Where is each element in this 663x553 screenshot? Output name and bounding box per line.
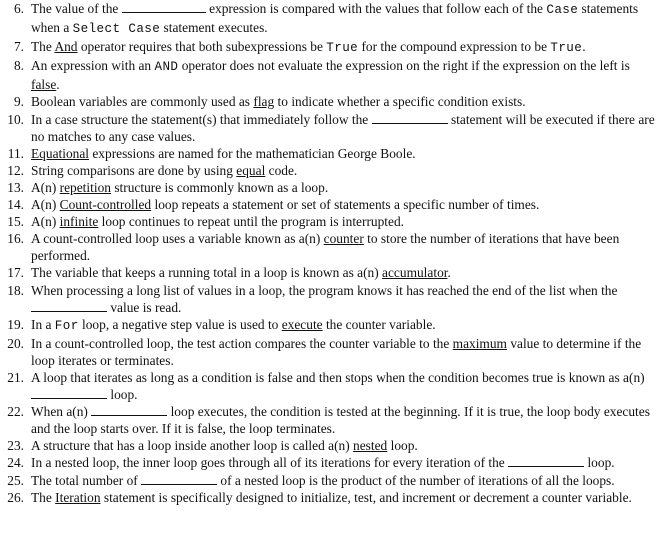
- question-text: the counter variable.: [322, 316, 436, 332]
- code-keyword: For: [54, 318, 79, 333]
- underlined-answer: repetition: [59, 179, 111, 195]
- question-item: [0, 403, 663, 437]
- question-text: When processing a long list of values in a loop, the program knows it has reached the end of the list when the: [31, 282, 618, 298]
- question-number: 14.: [7, 197, 24, 213]
- question-text: .: [56, 77, 60, 93]
- code-keyword: AND: [154, 60, 179, 75]
- question-item: [0, 0, 663, 38]
- question-number: 7.: [13, 39, 24, 55]
- code-keyword: True: [550, 41, 583, 56]
- question-text: .: [447, 265, 451, 281]
- question-item: [0, 213, 663, 230]
- question-number: 9.: [13, 94, 24, 110]
- question-text: to indicate whether a specific condition exists.: [274, 94, 526, 110]
- question-text: loop executes, the condition is tested at the beginning. If it is true, the loop body executes and the loop starts over. If it is false, the loop terminates.: [31, 404, 650, 437]
- question-text: value to determine if the loop iterates or terminates.: [31, 335, 642, 368]
- question-number: 11.: [7, 145, 24, 161]
- question-text: In a case structure the statement(s) that immediately follow the: [31, 111, 372, 127]
- underlined-answer: Count-controlled: [59, 197, 152, 213]
- code-keyword: Case: [546, 3, 579, 17]
- question-number: 13.: [7, 179, 24, 195]
- question-text: A(n): [31, 214, 60, 230]
- question-text: structure is commonly known as a loop.: [110, 179, 329, 195]
- question-item: [0, 162, 663, 179]
- answer-blank[interactable]: [508, 454, 584, 467]
- question-text: expressions are named for the mathematician George Boole.: [89, 145, 416, 161]
- answer-blank[interactable]: [372, 111, 448, 124]
- underlined-answer: infinite: [59, 214, 99, 230]
- question-text: In a nested loop, the inner loop goes through all of its iterations for every iteration of the: [31, 455, 509, 471]
- question-text: An expression with an: [31, 58, 155, 74]
- question-item: [0, 111, 663, 145]
- question-number: 12.: [7, 162, 24, 178]
- question-number: 21.: [7, 369, 24, 385]
- question-item: [0, 230, 663, 264]
- answer-blank[interactable]: [141, 472, 217, 485]
- answer-blank[interactable]: [31, 299, 107, 312]
- question-number: 19.: [7, 316, 24, 332]
- question-number: 26.: [7, 489, 24, 505]
- question-item: [0, 437, 663, 454]
- code-keyword: True: [326, 41, 359, 56]
- question-text: statement will be executed if there are no matches to any case values.: [31, 111, 655, 144]
- underlined-answer: nested: [353, 438, 388, 454]
- question-text: expression is compared with the values that follow each of the: [205, 1, 547, 16]
- question-text: code.: [265, 162, 298, 178]
- answer-blank[interactable]: [31, 386, 107, 399]
- answer-blank[interactable]: [91, 403, 167, 416]
- question-item: [0, 472, 663, 489]
- underlined-answer: accumulator: [382, 265, 448, 281]
- question-text: value is read.: [107, 299, 182, 315]
- question-text: A count-controlled loop uses a variable known as a(n): [31, 231, 324, 247]
- question-item: [0, 489, 663, 506]
- question-number: 23.: [7, 438, 24, 454]
- question-item: [0, 282, 663, 316]
- underlined-answer: counter: [323, 231, 364, 247]
- question-number: 8.: [13, 58, 24, 74]
- question-text: When a(n): [31, 404, 92, 420]
- question-text: loop.: [387, 438, 418, 454]
- question-text: loop.: [107, 387, 138, 403]
- underlined-answer: flag: [253, 94, 275, 110]
- underlined-answer: execute: [281, 316, 323, 332]
- question-text: to store the number of iterations that have been performed.: [31, 231, 620, 264]
- question-number: 20.: [7, 335, 24, 351]
- question-text: of a nested loop is the product of the number of iterations of all the loops.: [217, 472, 615, 488]
- underlined-answer: maximum: [452, 335, 507, 351]
- underlined-answer: And: [54, 39, 78, 55]
- question-text: The variable that keeps a running total in a loop is known as a(n): [31, 265, 383, 281]
- underlined-answer: Equational: [31, 145, 90, 161]
- question-item: [0, 264, 663, 281]
- underlined-answer: equal: [236, 162, 266, 178]
- question-text: String comparisons are done by using: [31, 162, 237, 178]
- question-number: 17.: [7, 265, 24, 281]
- underlined-answer: Iteration: [55, 489, 101, 505]
- question-item: [0, 179, 663, 196]
- question-item: [0, 369, 663, 403]
- question-text: The: [31, 39, 55, 55]
- answer-blank[interactable]: [122, 0, 206, 13]
- question-text: In a: [31, 316, 55, 332]
- question-text: operator does not evaluate the expression on the right if the expression on the left is: [178, 58, 630, 74]
- question-number: 18.: [7, 282, 24, 298]
- question-text: statement is specifically designed to initialize, test, and increment or decrement a counter variable.: [100, 489, 632, 505]
- code-keyword: Select Case: [72, 22, 161, 37]
- question-text: .: [582, 39, 586, 55]
- question-text: statement executes.: [160, 20, 268, 36]
- question-item: [0, 38, 663, 57]
- question-number: 16.: [7, 231, 24, 247]
- question-text: loop.: [584, 455, 615, 471]
- question-item: [0, 316, 663, 335]
- question-item: [0, 196, 663, 213]
- question-item: [0, 93, 663, 110]
- question-number: 22.: [7, 404, 24, 420]
- question-item: [0, 335, 663, 369]
- question-text: A loop that iterates as long as a condition is false and then stops when the condition becomes true is known as a(n): [31, 369, 645, 385]
- question-item: [0, 57, 663, 93]
- question-number: 25.: [7, 472, 24, 488]
- question-text: A(n): [31, 197, 60, 213]
- question-text: operator requires that both subexpressions be: [77, 39, 327, 55]
- question-item: [0, 145, 663, 162]
- question-text: loop repeats a statement or set of statements a specific number of times.: [151, 197, 540, 213]
- question-text: loop, a negative step value is used to: [78, 316, 282, 332]
- question-text: The: [31, 489, 56, 505]
- question-text: The value of the: [31, 1, 122, 16]
- question-text: In a count-controlled loop, the test action compares the counter variable to the: [31, 335, 453, 351]
- question-text: statements when a: [31, 1, 639, 36]
- question-text: Boolean variables are commonly used as: [31, 94, 254, 110]
- question-text: A(n): [31, 179, 60, 195]
- question-text: The total number of: [31, 472, 142, 488]
- question-number: 15.: [7, 214, 24, 230]
- question-number: 10.: [7, 111, 24, 127]
- question-text: loop continues to repeat until the program is interrupted.: [98, 214, 405, 230]
- underlined-answer: false: [31, 77, 57, 93]
- question-item: [0, 454, 663, 471]
- question-number: 24.: [7, 455, 24, 471]
- question-text: for the compound expression to be: [358, 39, 551, 55]
- question-text: A structure that has a loop inside another loop is called a(n): [31, 438, 354, 454]
- question-number: 6.: [13, 1, 24, 16]
